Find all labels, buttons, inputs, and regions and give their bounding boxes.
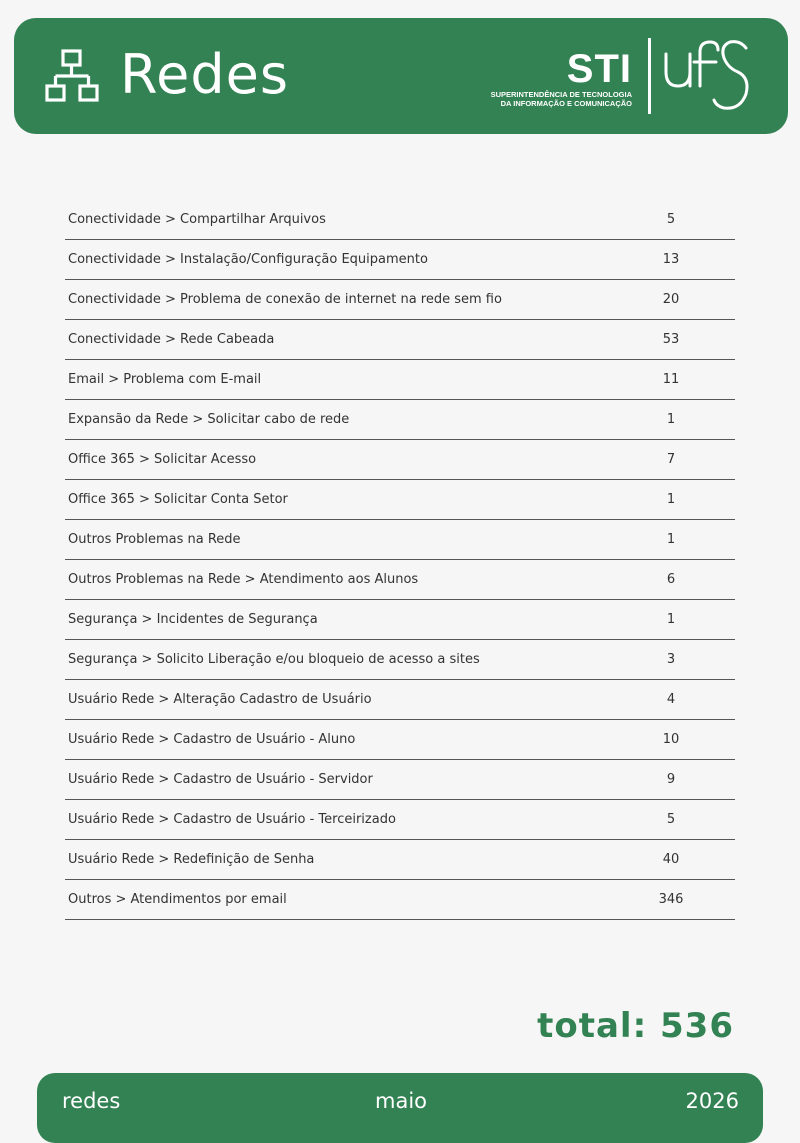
row-count: 4 xyxy=(666,692,676,707)
table-row xyxy=(65,760,735,800)
row-label: Segurança > Incidentes de Segurança xyxy=(68,612,318,627)
table-row xyxy=(65,680,735,720)
table-row xyxy=(65,600,735,640)
row-count: 1 xyxy=(666,412,676,427)
row-label: Usuário Rede > Alteração Cadastro de Usuário xyxy=(68,692,372,707)
row-label: Usuário Rede > Cadastro de Usuário - Terceirizado xyxy=(68,812,396,827)
row-label: Segurança > Solicito Liberação e/ou bloqueio de acesso a sites xyxy=(68,652,480,667)
row-count: 1 xyxy=(666,492,676,507)
row-count: 7 xyxy=(666,452,676,467)
table-row xyxy=(65,360,735,400)
row-count: 53 xyxy=(662,332,680,347)
total-count: total: 536 xyxy=(537,1006,734,1046)
table-row xyxy=(65,880,735,920)
row-count: 1 xyxy=(666,532,676,547)
row-label: Usuário Rede > Redefinição de Senha xyxy=(68,852,315,867)
brand-divider xyxy=(648,38,651,114)
row-label: Usuário Rede > Cadastro de Usuário - Servidor xyxy=(68,772,373,787)
row-count: 11 xyxy=(662,372,680,387)
row-count: 5 xyxy=(666,812,676,827)
row-label: Usuário Rede > Cadastro de Usuário - Aluno xyxy=(68,732,356,747)
row-count: 6 xyxy=(666,572,676,587)
row-label: Conectividade > Instalação/Configuração Equipamento xyxy=(68,252,428,267)
org-name: SUPERINTENDÊNCIA DE TECNOLOGIA DA INFORMAÇÃO E COMUNICAÇÃO xyxy=(490,90,632,108)
table-row xyxy=(65,400,735,440)
row-label: Office 365 > Solicitar Acesso xyxy=(68,452,257,467)
table-row xyxy=(65,280,735,320)
row-label: Outros > Atendimentos por email xyxy=(68,892,287,907)
row-count: 40 xyxy=(662,852,680,867)
footer-month: maio xyxy=(375,1089,428,1113)
table-row xyxy=(65,840,735,880)
row-count: 3 xyxy=(666,652,676,667)
sti-branding xyxy=(484,38,784,118)
table-row xyxy=(65,640,735,680)
table-row xyxy=(65,520,735,560)
table-row xyxy=(65,800,735,840)
page-title: Redes xyxy=(120,43,289,106)
table-row xyxy=(65,440,735,480)
table-row xyxy=(65,240,735,280)
footer-year: 2026 xyxy=(685,1089,739,1113)
row-label: Outros Problemas na Rede xyxy=(68,532,241,547)
row-count: 10 xyxy=(662,732,680,747)
org-acronym: STI xyxy=(566,47,632,91)
row-label: Conectividade > Compartilhar Arquivos xyxy=(68,212,326,227)
table-row xyxy=(65,560,735,600)
network-icon xyxy=(44,48,100,104)
table-row xyxy=(65,480,735,520)
row-count: 1 xyxy=(666,612,676,627)
row-count: 346 xyxy=(658,892,684,907)
row-label: Outros Problemas na Rede > Atendimento aos Alunos xyxy=(68,572,419,587)
row-count: 9 xyxy=(666,772,676,787)
footer-bar xyxy=(37,1073,763,1143)
row-count: 20 xyxy=(662,292,680,307)
table-row xyxy=(65,200,735,240)
table-row xyxy=(65,320,735,360)
row-label: Conectividade > Rede Cabeada xyxy=(68,332,275,347)
row-label: Office 365 > Solicitar Conta Setor xyxy=(68,492,288,507)
table-row xyxy=(65,720,735,760)
row-label: Email > Problema com E-mail xyxy=(68,372,262,387)
row-count: 5 xyxy=(666,212,676,227)
ufs-logo xyxy=(660,38,752,118)
header-banner xyxy=(14,18,788,134)
row-count: 13 xyxy=(662,252,680,267)
tickets-table xyxy=(65,200,735,920)
footer-section: redes xyxy=(62,1089,121,1113)
row-label: Expansão da Rede > Solicitar cabo de rede xyxy=(68,412,350,427)
row-label: Conectividade > Problema de conexão de internet na rede sem fio xyxy=(68,292,502,307)
